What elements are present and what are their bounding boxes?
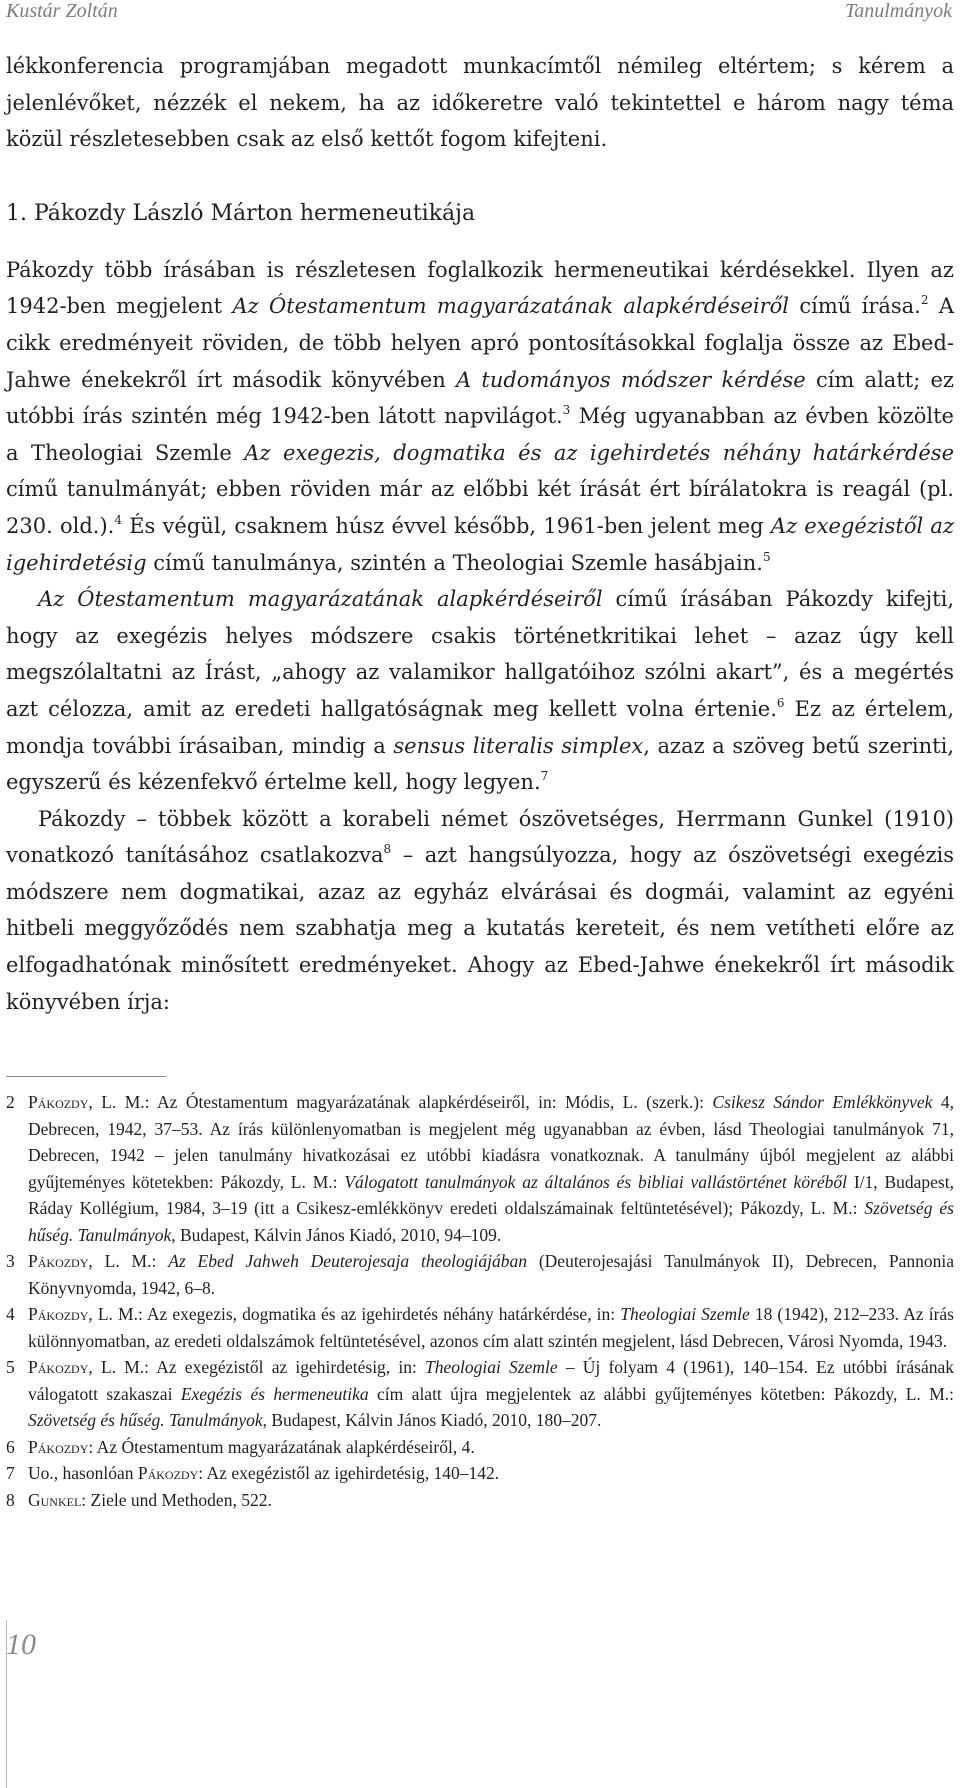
text-run: 18 (1942), 212–233. Az írás különnyomatban, az eredeti oldalszámok feltüntetésével, azonos cím alatt szintén megjelent, lásd Debrecen, Városi Nyomda, 1943. [28, 1304, 954, 1351]
text-run: , L. M.: Az exegézistől az igehirdetésig, in: [88, 1357, 426, 1377]
footnote-separator [6, 1076, 166, 1077]
paragraph-1 [6, 252, 954, 581]
text-run: Ez az értelem, mondja további írásaiban, mindig a [6, 696, 954, 758]
footnotes [6, 1089, 954, 1513]
text-run: Még ugyanabban az évben közölte a Theologiai Szemle [6, 404, 954, 465]
text-run: , azaz a szöveg betű szerinti, egyszerű és kézenfekvő értelme kell, hogy legyen. [6, 733, 955, 795]
footnote-8 [6, 1487, 954, 1514]
italic-title: Az Ebed Jahweh Deuterojesaja theologiájában [168, 1251, 527, 1271]
footnote-number: 5 [6, 1357, 15, 1377]
footnote-text [28, 1089, 954, 1248]
italic-title: Az Ótestamentum magyarázatának alapkérdéseiről [232, 294, 789, 319]
footnote-ref-7[interactable]: 7 [540, 769, 549, 784]
text-run: , L. M.: Az exegezis, dogmatika és az igehirdetés néhány határkérdése, in: [88, 1304, 621, 1324]
text-run: – Új folyam 4 (1961), 140–154. Ez utóbbi írásának válogatott szakaszai [28, 1357, 954, 1404]
text-run: Pákozdy több írásában is részletesen foglalkozik hermeneutikai kérdésekkel. Ilyen az 1942-ben megjelent [6, 257, 954, 319]
text-run: : Az Ótestamentum magyarázatának alapkérdéseiről, 4. [88, 1436, 475, 1457]
footnote-text [28, 1248, 954, 1301]
footnote-ref-6[interactable]: 6 [776, 695, 785, 710]
running-head-section: Tanulmányok [844, 0, 952, 22]
italic-title: Szövetség és hűség. Tanulmányok [28, 1410, 263, 1430]
footnote-number: 4 [6, 1304, 15, 1324]
paragraph-2 [6, 581, 954, 801]
footnote-2 [6, 1089, 954, 1248]
italic-title: Csikesz Sándor Emlékkönyvek [712, 1092, 933, 1112]
footnote-author: Pákozdy [28, 1436, 89, 1457]
text-run: című tanulmánya, szintén a Theologiai Szemle hasábjain. [146, 550, 763, 575]
footnote-author: Pákozdy [28, 1251, 89, 1271]
page-number: 10 [6, 1628, 36, 1661]
paragraph-3 [6, 801, 954, 1021]
italic-title: Az Ótestamentum magyarázatának alapkérdéseiről [38, 587, 603, 612]
text-run: cím alatt; ez utóbbi írás szintén még 1942-ben látott napvilágot. [6, 367, 954, 429]
text-run: (Deuterojesajási Tanulmányok II), Debrecen, Pannonia Könyvnyomda, 1942, 6–8. [28, 1251, 954, 1298]
section-heading: 1. Pákozdy László Márton hermeneutikája [6, 200, 476, 226]
text-run: : Az exegézistől az igehirdetésig, 140–142. [198, 1463, 500, 1483]
text-run: Pákozdy – többek között a korabeli német ószövetséges, Herrmann Gunkel (1910) vonatkozó tanításához csatlakozva [6, 806, 954, 868]
footnote-text [28, 1487, 954, 1514]
footnote-text [28, 1460, 954, 1487]
footnote-ref-2[interactable]: 2 [920, 293, 929, 308]
text-run: , Budapest, Kálvin János Kiadó, 2010, 94–109. [171, 1224, 502, 1245]
paragraph-continued: lékkonferencia programjában megadott munkacímtől némileg eltértem; s kérem a jelenlévőket, nézzék el nekem, ha az időkeretre való tekintettel e három nagy téma közül részletesebben csak az első kettőt fogom kifejteni. [6, 54, 954, 152]
text-run: című tanulmányát; ebben röviden már az előbbi két írását ért bírálatokra is reagál (pl. 230. old.). [6, 477, 954, 538]
footnote-number: 2 [6, 1092, 15, 1112]
running-head [0, 0, 960, 26]
footnote-text [28, 1434, 954, 1461]
footnote-author: Pákozdy [28, 1304, 89, 1324]
footnote-6 [6, 1434, 954, 1461]
footnote-ref-5[interactable]: 5 [762, 549, 771, 564]
footnote-text [28, 1354, 954, 1434]
text-run: : Ziele und Methoden, 522. [81, 1489, 272, 1510]
footnote-author: Pákozdy [137, 1463, 199, 1483]
footnote-number: 3 [6, 1251, 15, 1271]
text-run: című írása. [789, 294, 921, 319]
footnote-number: 8 [6, 1489, 15, 1510]
text-run: – azt hangsúlyozza, hogy az ószövetségi exegézis módszere nem dogmatikai, azaz az egyház elvárásai és dogmái, valamint az egyéni hitbeli meggyőződés nem szabhatja meg a kutatás kereteit, és nem vetítheti előre az elfogadhatónak minősített eredményeket. Ahogy az Ebed-Jahwe énekekről írt második könyvében írja: [6, 843, 954, 1014]
footnote-number: 7 [6, 1463, 15, 1483]
italic-title: Exegézis és hermeneutika [180, 1383, 369, 1404]
footnote-ref-4[interactable]: 4 [114, 512, 122, 527]
body-text [6, 48, 954, 1020]
footnote-ref-8[interactable]: 8 [383, 842, 392, 857]
text-run: című írásában Pákozdy kifejti, hogy az exegézis helyes módszere csakis történetkritikai lehet – azaz úgy kell megszólaltatni az Írást, „ahogy az valamikor hallgatóihoz szólni akart”, és a megértés azt célozza, amit az eredeti hallgatóságnak meg kellett volna értenie. [6, 587, 955, 721]
text-run: , L. M.: Az Ótestamentum magyarázatának alapkérdéseiről, in: Módis, L. (szerk.): [88, 1092, 713, 1112]
footnote-7 [6, 1460, 954, 1487]
text-run: I/1, Budapest, Ráday Kollégium, 1984, 3–19 (itt a Csikesz-emlékkönyv eredeti oldalszámainak feltüntetésével); Pákozdy, L. M.: [28, 1171, 954, 1218]
footnote-author: Pákozdy [28, 1092, 89, 1112]
italic-title: Válogatott tanulmányok az általános és bibliai vallástörténet köréből [344, 1171, 848, 1192]
footnote-5 [6, 1354, 954, 1434]
italic-title: Az exegézistől az igehirdetésig [6, 513, 955, 575]
footnote-4 [6, 1301, 954, 1354]
text-run: A cikk eredményeit röviden, de több helyen apró pontosításokkal foglalja össze az Ebed-Jahwe énekekről írt második könyvében [6, 294, 955, 392]
text-run: És végül, csaknem húsz évvel később, 1961-ben jelent meg [121, 513, 771, 538]
italic-title: Szövetség és hűség. Tanulmányok [28, 1198, 954, 1245]
footnote-number: 6 [6, 1436, 15, 1457]
text-run: , L. M.: [88, 1251, 169, 1271]
text-run: Uo., hasonlóan [28, 1463, 138, 1483]
footnote-author: Gunkel [28, 1489, 82, 1510]
text-run: , Budapest, Kálvin János Kiadó, 2010, 180–207. [262, 1410, 602, 1430]
footnote-ref-3[interactable]: 3 [562, 403, 571, 418]
italic-term: sensus literalis simplex [393, 733, 644, 758]
text-run: 4, Debrecen, 1942, 37–53. Az írás különlenyomatban is megjelent még ugyanabban az évben, lásd Theologiai tanulmányok 71, Debrecen, 1942 – jelen tanulmány hivatkozásai ez utóbbi kiadásra vonatkoznak. A tanulmány újból megjelent az alábbi gyűjteményes kötetekben: Pákozdy, L. M.: [28, 1092, 955, 1192]
italic-title: Theologiai Szemle [620, 1304, 750, 1324]
italic-title: Az exegezis, dogmatika és az igehirdetés néhány határkérdése [244, 440, 954, 465]
footnote-3 [6, 1248, 954, 1301]
footnote-author: Pákozdy [28, 1357, 89, 1377]
running-head-author: Kustár Zoltán [6, 0, 118, 22]
italic-title: A tudományos módszer kérdése [456, 367, 806, 392]
italic-title: Theologiai Szemle [425, 1357, 558, 1377]
footnote-text [28, 1301, 954, 1354]
text-run: cím alatt újra megjelentek az alábbi gyűjteményes kötetben: Pákozdy, L. M.: [368, 1383, 954, 1404]
